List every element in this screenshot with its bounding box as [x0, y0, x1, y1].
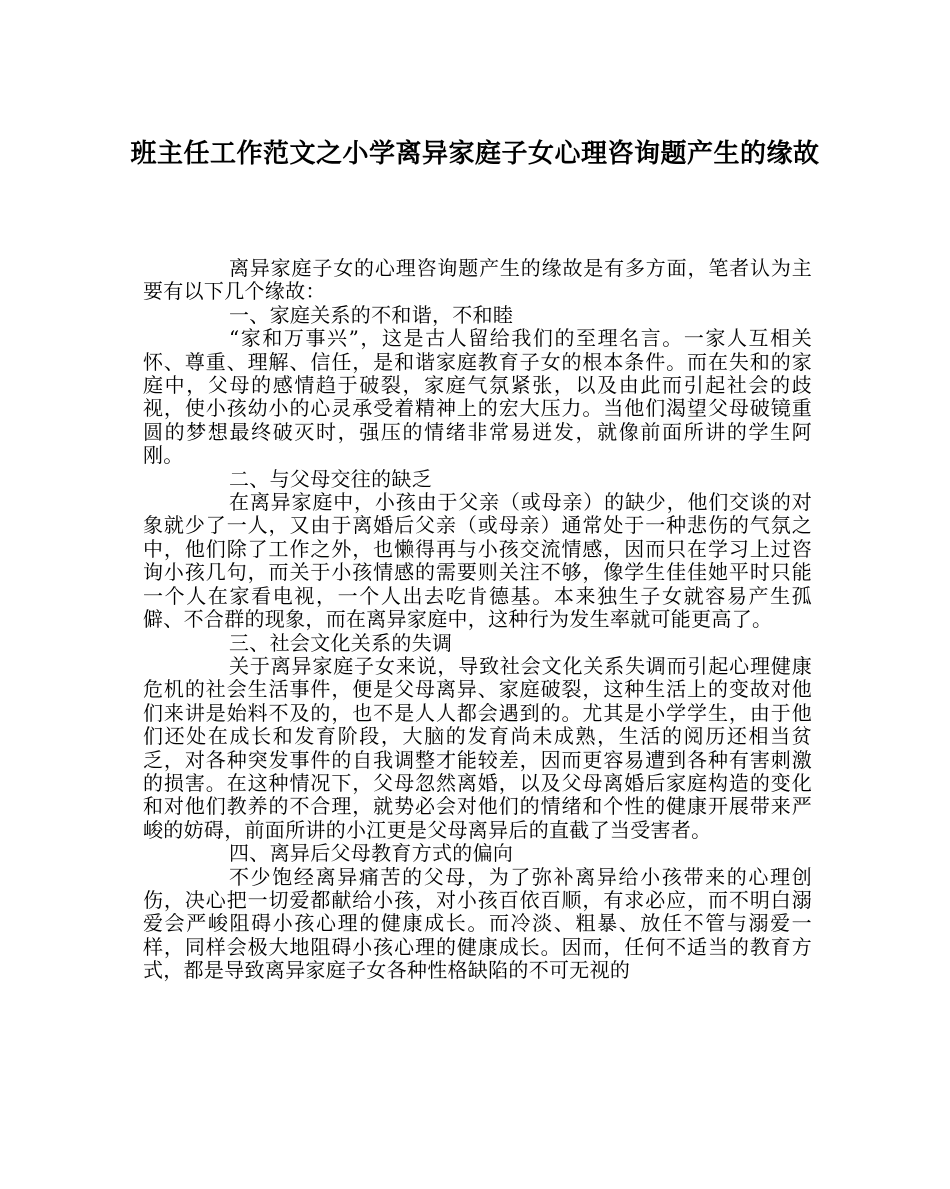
section-heading-1: 一、家庭关系的不和谐，不和睦: [229, 302, 514, 327]
section-heading-4: 四、离异后父母教育方式的偏向: [229, 841, 514, 866]
document-title: 班主任工作范文之小学离异家庭子女心理咨询题产生的缘故: [130, 139, 820, 169]
section-heading-2: 二、与父母交往的缺乏: [229, 466, 432, 491]
paragraph-intro: 离异家庭子女的心理咨询题产生的缘故是有多方面，笔者认为主要有以下几个缘故：: [143, 256, 812, 304]
section-heading-3: 三、社会文化关系的失调: [229, 630, 453, 655]
paragraph-section-3: 关于离异家庭子女来说，导致社会文化关系失调而引起心理健康危机的社会生活事件，便是父母离异、家庭破裂，这种生活上的变故对他们来讲是始料不及的，也不是人人都会遇到的。尤其是小学学生，由于他们还处在成长和发育阶段，大脑的发育尚未成熟，生活的阅历还相当贫乏，对各种突发事件的自我调整才能较差，因而更容易遭到各种有害刺激的损害。在这种情况下，父母忽然离婚，以及父母离婚后家庭构造的变化和对他们教养的不合理，就势必会对他们的情绪和个性的健康开展带来严峻的妨碍，前面所讲的小江更是父母离异后的直截了当受害者。: [143, 653, 812, 842]
document-body: [143, 257, 812, 983]
paragraph-section-1: “家和万事兴”，这是古人留给我们的至理名言。一家人互相关怀、尊重、理解、信任，是和谐家庭教育子女的根本条件。而在失和的家庭中，父母的感情趋于破裂，家庭气氛紧张，以及由此而引起社会的歧视，使小孩幼小的心灵承受着精神上的宏大压力。当他们渴望父母破镜重圆的梦想最终破灭时，强压的情绪非常易迸发，就像前面所讲的学生阿刚。: [143, 326, 812, 468]
paragraph-section-4: 不少饱经离异痛苦的父母，为了弥补离异给小孩带来的心理创伤，决心把一切爱都献给小孩，对小孩百依百顺，有求必应，而不明白溺爱会严峻阻碍小孩心理的健康成长。而冷淡、粗暴、放任不管与溺爱一样，同样会极大地阻碍小孩心理的健康成长。因而，任何不适当的教育方式，都是导致离异家庭子女各种性格缺陷的不可无视的: [143, 864, 812, 983]
paragraph-section-2: 在离异家庭中，小孩由于父亲（或母亲）的缺少，他们交谈的对象就少了一人，又由于离婚后父亲（或母亲）通常处于一种悲伤的气氛之中，他们除了工作之外，也懒得再与小孩交流情感，因而只在学习上过咨询小孩几句，而关于小孩情感的需要则关注不够，像学生佳佳她平时只能一个人在家看电视，一个人出去吃肯德基。本来独生子女就容易产生孤僻、不合群的现象，而在离异家庭中，这种行为发生率就可能更高了。: [143, 490, 812, 632]
